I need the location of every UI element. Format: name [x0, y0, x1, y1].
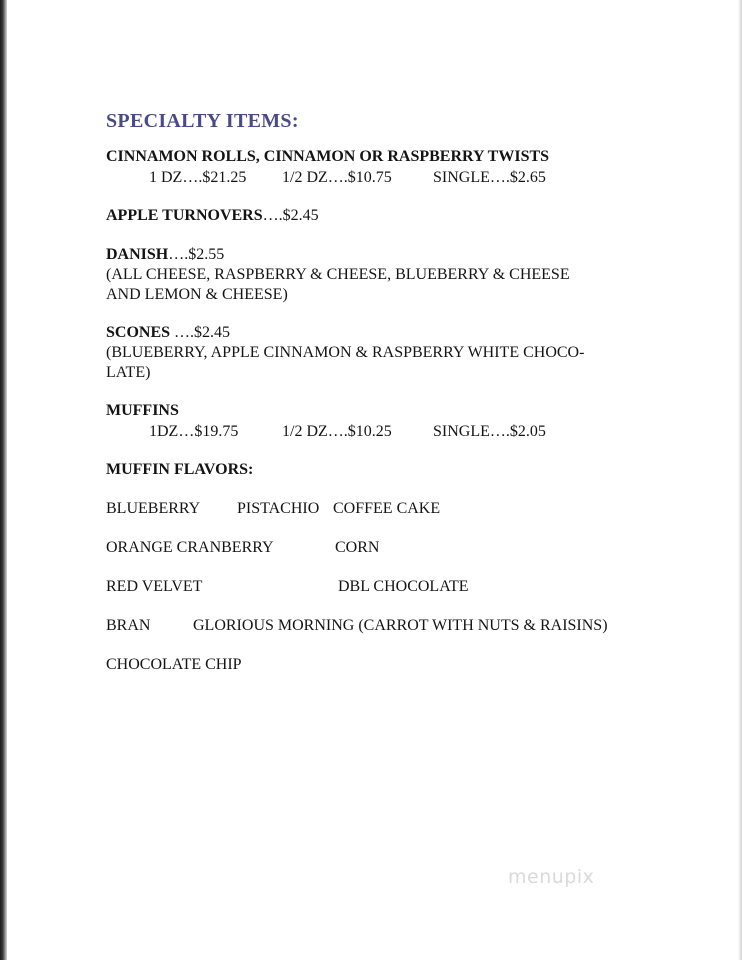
muffin-flavors-heading: MUFFIN FLAVORS:	[106, 461, 254, 478]
danish-flavors-line2: AND LEMON & CHEESE)	[106, 286, 288, 303]
price-cinnamon-half-dozen: 1/2 DZ….$10.75	[282, 169, 392, 186]
item-title-turnovers: APPLE TURNOVERS	[106, 207, 263, 224]
flavor-red-velvet: RED VELVET	[106, 578, 203, 595]
item-title-muffins: MUFFINS	[106, 402, 179, 419]
price-cinnamon-single: SINGLE….$2.65	[433, 169, 546, 186]
price-cinnamon-dozen: 1 DZ….$21.25	[149, 169, 247, 186]
item-apple-turnovers	[106, 206, 319, 226]
price-scones: ….$2.45	[170, 324, 231, 341]
flavor-orange-cranberry: ORANGE CRANBERRY	[106, 539, 274, 556]
flavor-corn: CORN	[335, 539, 380, 556]
item-title-scones: SCONES	[106, 324, 171, 341]
price-danish: ….$2.55	[168, 246, 225, 263]
menupix-watermark: menupix	[508, 866, 595, 888]
item-title-cinnamon: CINNAMON ROLLS, CINNAMON OR RASPBERRY TWISTS	[106, 148, 550, 165]
flavor-pistachio: PISTACHIO	[237, 500, 320, 517]
scones-flavors-line2: LATE)	[106, 364, 151, 381]
item-title-danish: DANISH	[106, 246, 169, 263]
flavor-chocolate-chip: CHOCOLATE CHIP	[106, 656, 242, 673]
scan-edge-left	[0, 0, 7, 960]
flavor-glorious-morning: GLORIOUS MORNING (CARROT WITH NUTS & RAISINS)	[193, 617, 608, 634]
flavor-coffee-cake: COFFEE CAKE	[333, 500, 441, 517]
scones-flavors-line1: (BLUEBERRY, APPLE CINNAMON & RASPBERRY WHITE CHOCO-	[106, 344, 585, 361]
scan-edge-right	[738, 0, 742, 960]
price-turnovers: ….$2.45	[262, 207, 319, 224]
price-muffins-dozen: 1DZ…$19.75	[149, 423, 239, 440]
item-danish	[106, 245, 224, 265]
price-muffins-half-dozen: 1/2 DZ….$10.25	[282, 423, 392, 440]
danish-flavors-line1: (ALL CHEESE, RASPBERRY & CHEESE, BLUEBERRY & CHEESE	[106, 266, 570, 283]
item-scones	[106, 323, 230, 343]
flavor-dbl-chocolate: DBL CHOCOLATE	[338, 578, 469, 595]
section-heading: SPECIALTY ITEMS:	[106, 110, 299, 132]
price-muffins-single: SINGLE….$2.05	[433, 423, 546, 440]
flavor-blueberry: BLUEBERRY	[106, 500, 201, 517]
flavor-bran: BRAN	[106, 617, 151, 634]
